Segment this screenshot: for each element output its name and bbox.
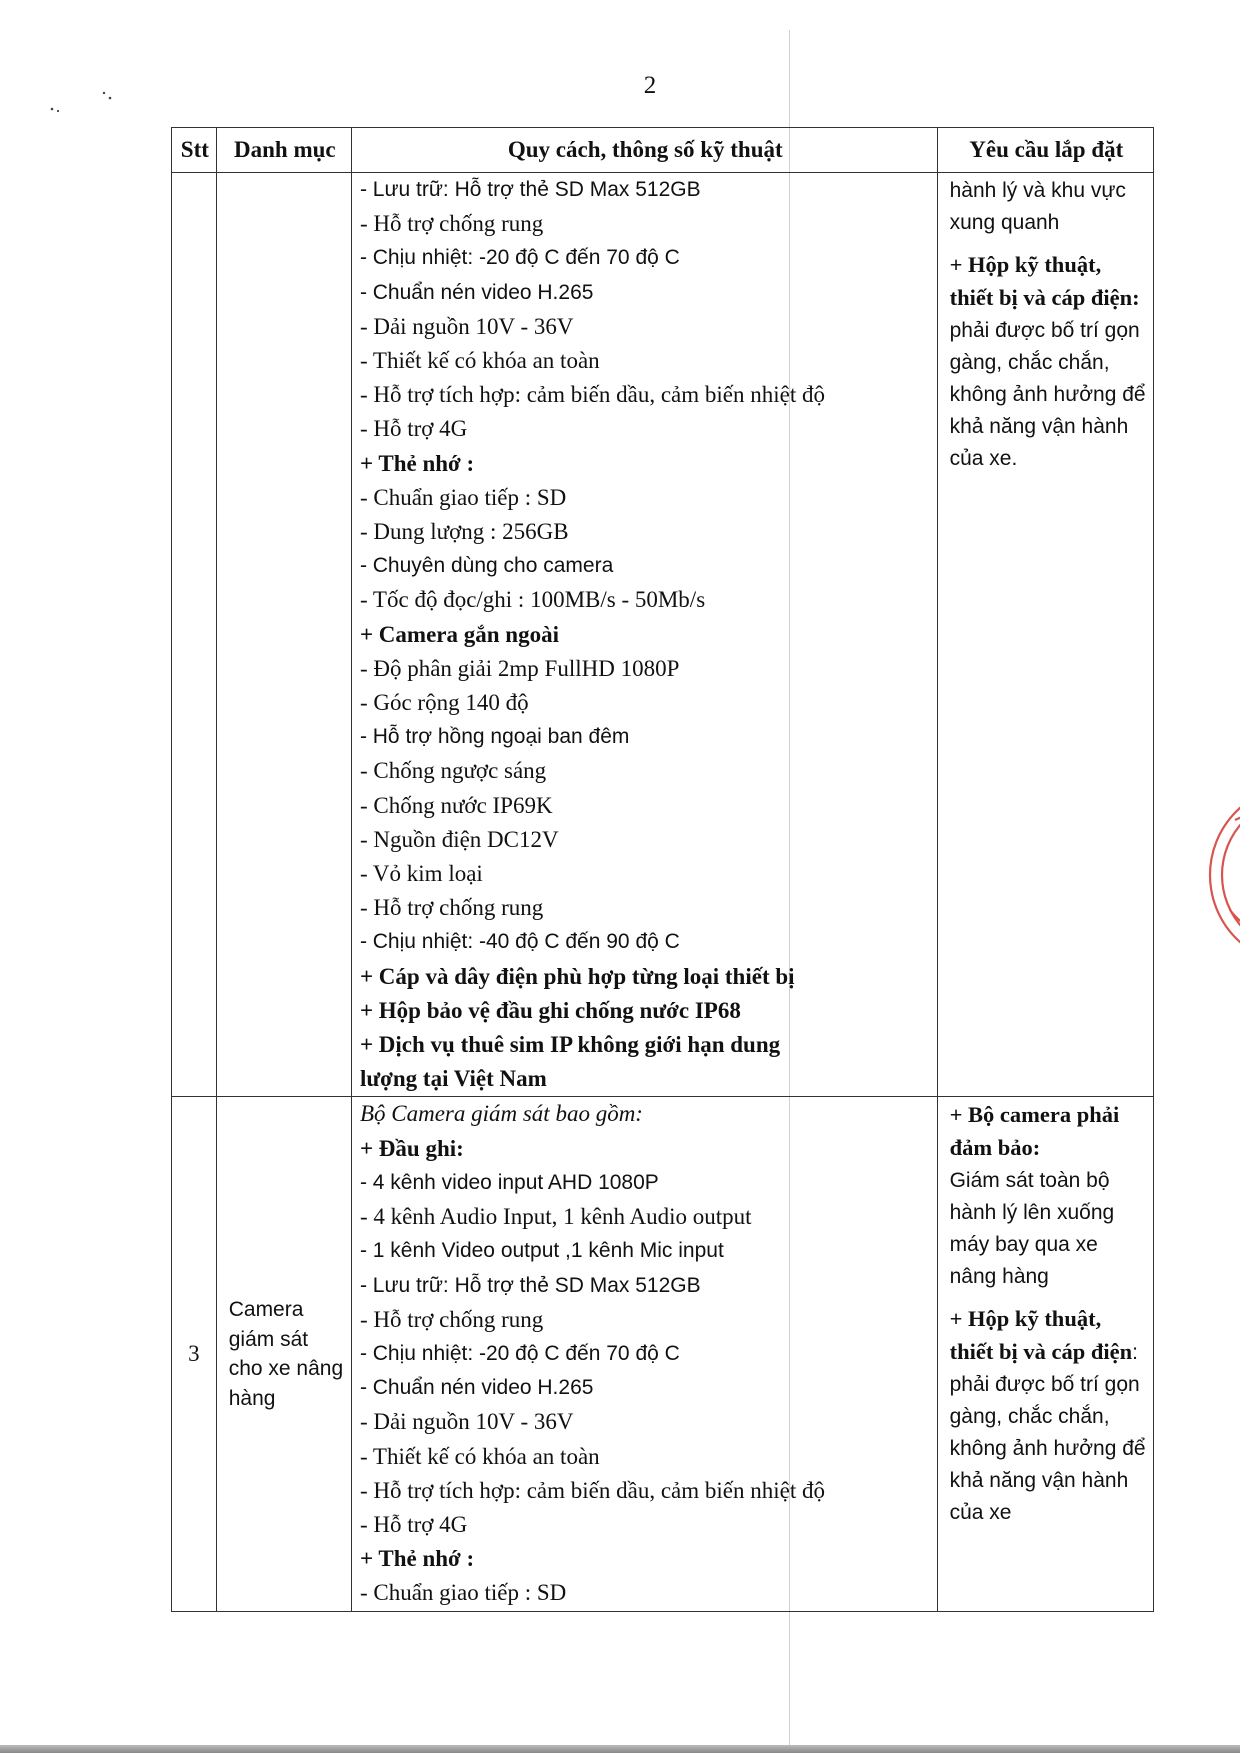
red-stamp-seal: [1205, 760, 1240, 990]
stamp-inner-ring: [1222, 797, 1240, 953]
spec-line: - Dải nguồn 10V - 36V: [359, 313, 574, 339]
spec-line: - Tốc độ đọc/ghi : 100MB/s - 50Mb/s: [359, 587, 706, 613]
spec-line: - 4 kênh video input AHD 1080P: [359, 1170, 659, 1194]
page-number: 2: [643, 72, 657, 99]
install-req-cell: [937, 173, 1153, 1097]
req-bold: + Hộp kỹ thuật, thiết bị và cáp điện: [949, 1306, 1133, 1365]
spec-line: + Thẻ nhớ :: [359, 450, 475, 476]
spec-line: - Hỗ trợ 4G: [359, 416, 468, 442]
table-row: [172, 173, 1154, 1097]
spec-line: - Hỗ trợ hồng ngoại ban đêm: [359, 725, 630, 749]
spec-line: - Chuyên dùng cho camera: [359, 554, 614, 578]
req-bold: + Bộ camera phải đảm bảo:: [949, 1102, 1120, 1161]
header-stt: Stt: [172, 128, 217, 173]
req-paragraph: [950, 1303, 1147, 1529]
stt-cell: 3: [172, 1097, 217, 1611]
header-spec: Quy cách, thông số kỹ thuật: [351, 128, 937, 173]
spec-line: - Chuẩn nén video H.265: [359, 280, 594, 304]
stamp-mark: [1235, 813, 1240, 820]
spec-line: - Chống nước IP69K: [359, 792, 553, 818]
req-paragraph: [950, 249, 1147, 475]
table-row: [172, 1097, 1154, 1611]
spec-cell: [351, 173, 937, 1097]
spec-line: - Nguồn điện DC12V: [359, 826, 559, 852]
spec-line: - Chịu nhiệt: -20 độ C đến 70 độ C: [359, 1341, 680, 1365]
spec-line: - Thiết kế có khóa an toàn: [359, 348, 600, 374]
spec-line: + Đầu ghi:: [359, 1135, 464, 1161]
table-header-row: [172, 128, 1154, 173]
spec-line: - Chịu nhiệt: -20 độ C đến 70 độ C: [359, 246, 680, 270]
category-cell: Camera giám sát cho xe nâng hàng: [216, 1097, 351, 1611]
spec-line: + Cáp và dây điện phù hợp từng loại thiết bị: [359, 963, 795, 989]
spec-line: - Dải nguồn 10V - 36V: [359, 1409, 574, 1435]
spec-line: - Vỏ kim loại: [359, 861, 483, 887]
spec-line: - Chuẩn giao tiếp : SD: [359, 484, 567, 510]
spec-line: - Chịu nhiệt: -40 độ C đến 90 độ C: [359, 930, 680, 954]
spec-line: - Chống ngược sáng: [359, 758, 547, 784]
spec-line: - Hỗ trợ chống rung: [359, 895, 544, 921]
spec-line: - Hỗ trợ 4G: [359, 1511, 468, 1537]
spec-line: - 4 kênh Audio Input, 1 kênh Audio output: [359, 1204, 752, 1230]
spec-line: - Hỗ trợ chống rung: [359, 1306, 544, 1332]
spec-line: + Hộp bảo vệ đầu ghi chống nước IP68: [359, 997, 741, 1023]
req-text: : phải được bố trí gọn gàng, chắc chắn, không ảnh hưởng để khả năng vận hành của xe: [949, 1341, 1146, 1525]
spec-line: - Dung lượng : 256GB: [359, 519, 569, 545]
req-bold: + Hộp kỹ thuật, thiết bị và cáp điện:: [949, 252, 1140, 310]
spec-line: - Chuẩn giao tiếp : SD: [359, 1580, 567, 1606]
scan-bottom-edge: [0, 1745, 1240, 1753]
stt-cell: [172, 173, 217, 1097]
spec-line: - Góc rộng 140 độ: [359, 690, 529, 716]
spec-line: lượng tại Việt Nam: [359, 1066, 547, 1092]
spec-line: + Camera gắn ngoài: [359, 621, 559, 647]
spec-line: - Độ phân giải 2mp FullHD 1080P: [359, 655, 680, 681]
spec-line: + Thẻ nhớ :: [359, 1546, 475, 1572]
spec-line: - Lưu trữ: Hỗ trợ thẻ SD Max 512GB: [359, 1273, 701, 1297]
stamp-outer-ring: [1210, 785, 1240, 965]
spec-line: Bộ Camera giám sát bao gồm:: [359, 1101, 643, 1127]
req-paragraph: [950, 1099, 1147, 1293]
spec-line: - Thiết kế có khóa an toàn: [359, 1443, 600, 1469]
header-category: Danh mục: [216, 128, 351, 173]
spec-line: - 1 kênh Video output ,1 kênh Mic input: [359, 1239, 724, 1263]
spec-line: - Hỗ trợ tích hợp: cảm biến dầu, cảm biến nhiệt độ: [359, 1477, 825, 1503]
spec-line: - Hỗ trợ tích hợp: cảm biến dầu, cảm biến nhiệt độ: [359, 382, 825, 408]
install-req-cell: [937, 1097, 1153, 1611]
req-paragraph: hành lý và khu vực xung quanh: [949, 179, 1126, 234]
req-text: Giám sát toàn bộ hành lý lên xuống máy bay qua xe nâng hàng: [949, 1169, 1115, 1289]
spec-cell: [351, 1097, 937, 1611]
spec-table: [171, 127, 1154, 1612]
spec-line: - Hỗ trợ chống rung: [359, 211, 544, 237]
header-install-req: Yêu cầu lắp đặt: [937, 128, 1153, 173]
spec-line: + Dịch vụ thuê sim IP không giới hạn dung: [359, 1032, 781, 1058]
spec-line: - Chuẩn nén video H.265: [359, 1376, 594, 1400]
spec-line: - Lưu trữ: Hỗ trợ thẻ SD Max 512GB: [359, 178, 701, 201]
category-cell: [216, 173, 351, 1097]
req-text: phải được bố trí gọn gàng, chắc chắn, không ảnh hưởng để khả năng vận hành của xe.: [949, 319, 1146, 470]
